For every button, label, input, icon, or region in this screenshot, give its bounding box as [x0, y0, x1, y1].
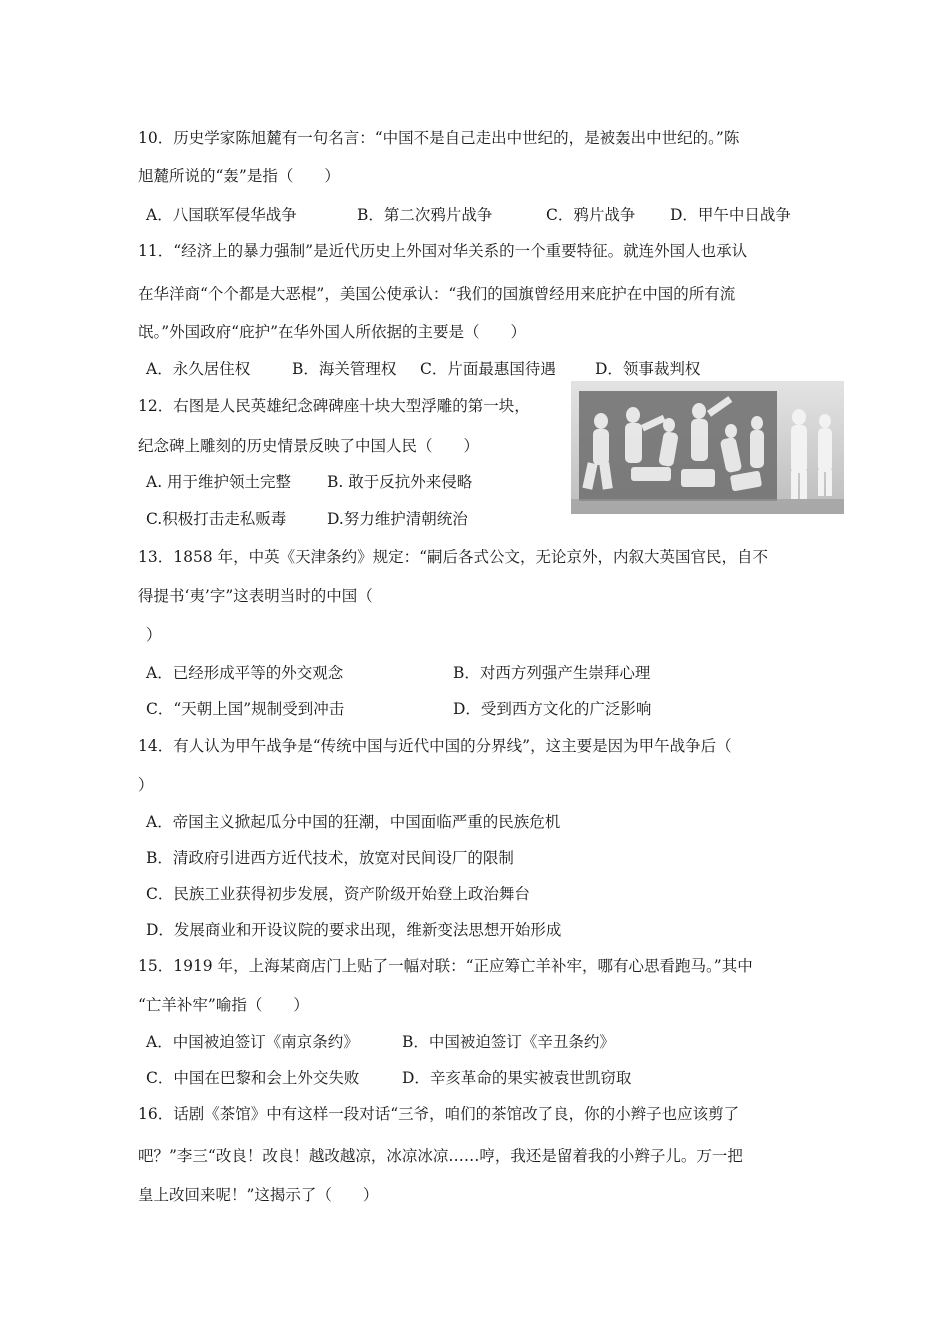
q14-option-d[interactable]: D．发展商业和开设议院的要求出现，维新变法思想开始形成 [146, 921, 562, 939]
q11-stem-line-1: 11．“经济上的暴力强制”是近代历史上外国对华关系的一个重要特征。就连外国人也承认 [138, 242, 748, 260]
q11-option-d[interactable]: D．领事裁判权 [595, 360, 701, 378]
q12-stem-line-2: 纪念碑上雕刻的历史情景反映了中国人民（ ） [138, 437, 480, 455]
q13-option-d[interactable]: D．受到西方文化的广泛影响 [453, 700, 652, 718]
q12-stem-line-1: 12．右图是人民英雄纪念碑碑座十块大型浮雕的第一块， [138, 397, 530, 415]
q11-option-b[interactable]: B．海关管理权 [292, 360, 397, 378]
q10-stem-line-2: 旭麓所说的“轰”是指（ ） [138, 167, 340, 185]
q15-stem-line-2: “亡羊补牢”喻指（ ） [138, 996, 309, 1014]
q13-option-b[interactable]: B．对西方列强产生崇拜心理 [453, 664, 651, 682]
q14-option-b[interactable]: B．清政府引进西方近代技术，放宽对民间设厂的限制 [146, 849, 514, 867]
q15-stem-line-1: 15．1919 年，上海某商店门上贴了一幅对联：“正应筹亡羊补牢，哪有心思看跑马。”其中 [138, 957, 753, 975]
q15-option-d[interactable]: D．辛亥革命的果实被袁世凯窃取 [402, 1069, 632, 1087]
q16-stem-line-2: 吧？”李三“改良！改良！越改越凉，冰凉冰凉……哼，我还是留着我的小辫子儿。万一把 [138, 1147, 743, 1165]
q10-option-c[interactable]: C．鸦片战争 [546, 206, 636, 224]
q15-option-a[interactable]: A．中国被迫签订《南京条约》 [146, 1033, 359, 1051]
q15-option-c[interactable]: C．中国在巴黎和会上外交失败 [146, 1069, 360, 1087]
q12-option-a[interactable]: A. 用于维护领土完整 [146, 473, 292, 491]
q13-stem-line-3: ） [146, 626, 162, 644]
q10-stem-line-1: 10．历史学家陈旭麓有一句名言：“中国不是自己走出中世纪的，是被轰出中世纪的。”陈 [138, 129, 740, 147]
relief-figures-illustration [571, 381, 844, 514]
q11-stem-line-2: 在华洋商“个个都是大恶棍”，美国公使承认：“我们的国旗曾经用来庇护在中国的所有流 [138, 285, 736, 303]
q16-stem-line-3: 皇上改回来呢！”这揭示了（ ） [138, 1186, 379, 1204]
q13-option-a[interactable]: A．已经形成平等的外交观念 [146, 664, 344, 682]
q10-option-b[interactable]: B．第二次鸦片战争 [357, 206, 493, 224]
q15-option-b[interactable]: B．中国被迫签订《辛丑条约》 [402, 1033, 615, 1051]
q11-stem-line-3: 氓。”外国政府“庇护”在华外国人所依据的主要是（ ） [138, 323, 527, 341]
monument-relief-image [571, 381, 844, 514]
q13-stem-line-1: 13．1858 年，中英《天津条约》规定：“嗣后各式公文，无论京外，内叙大英国官民，自不 [138, 548, 769, 566]
q13-option-c[interactable]: C．“天朝上国”规制受到冲击 [146, 700, 345, 718]
q14-option-c[interactable]: C．民族工业获得初步发展，资产阶级开始登上政治舞台 [146, 885, 530, 903]
q11-option-a[interactable]: A．永久居住权 [146, 360, 251, 378]
q14-stem-line-1: 14．有人认为甲午战争是“传统中国与近代中国的分界线”，这主要是因为甲午战争后（ [138, 737, 732, 755]
q12-option-c[interactable]: C.积极打击走私贩毒 [146, 510, 287, 528]
q10-option-d[interactable]: D．甲午中日战争 [670, 206, 791, 224]
q14-option-a[interactable]: A．帝国主义掀起瓜分中国的狂潮，中国面临严重的民族危机 [146, 813, 561, 831]
q14-stem-line-2: ） [138, 776, 154, 794]
q13-stem-line-2: 得提书‘夷’字”这表明当时的中国（ [138, 587, 373, 605]
q10-option-a[interactable]: A．八国联军侵华战争 [146, 206, 297, 224]
q11-option-c[interactable]: C．片面最惠国待遇 [420, 360, 556, 378]
q12-option-d[interactable]: D.努力维护清朝统治 [327, 510, 468, 528]
q16-stem-line-1: 16．话剧《茶馆》中有这样一段对话“三爷，咱们的茶馆改了良，你的小辫子也应该剪了 [138, 1105, 740, 1123]
q12-option-b[interactable]: B. 敢于反抗外来侵略 [327, 473, 473, 491]
